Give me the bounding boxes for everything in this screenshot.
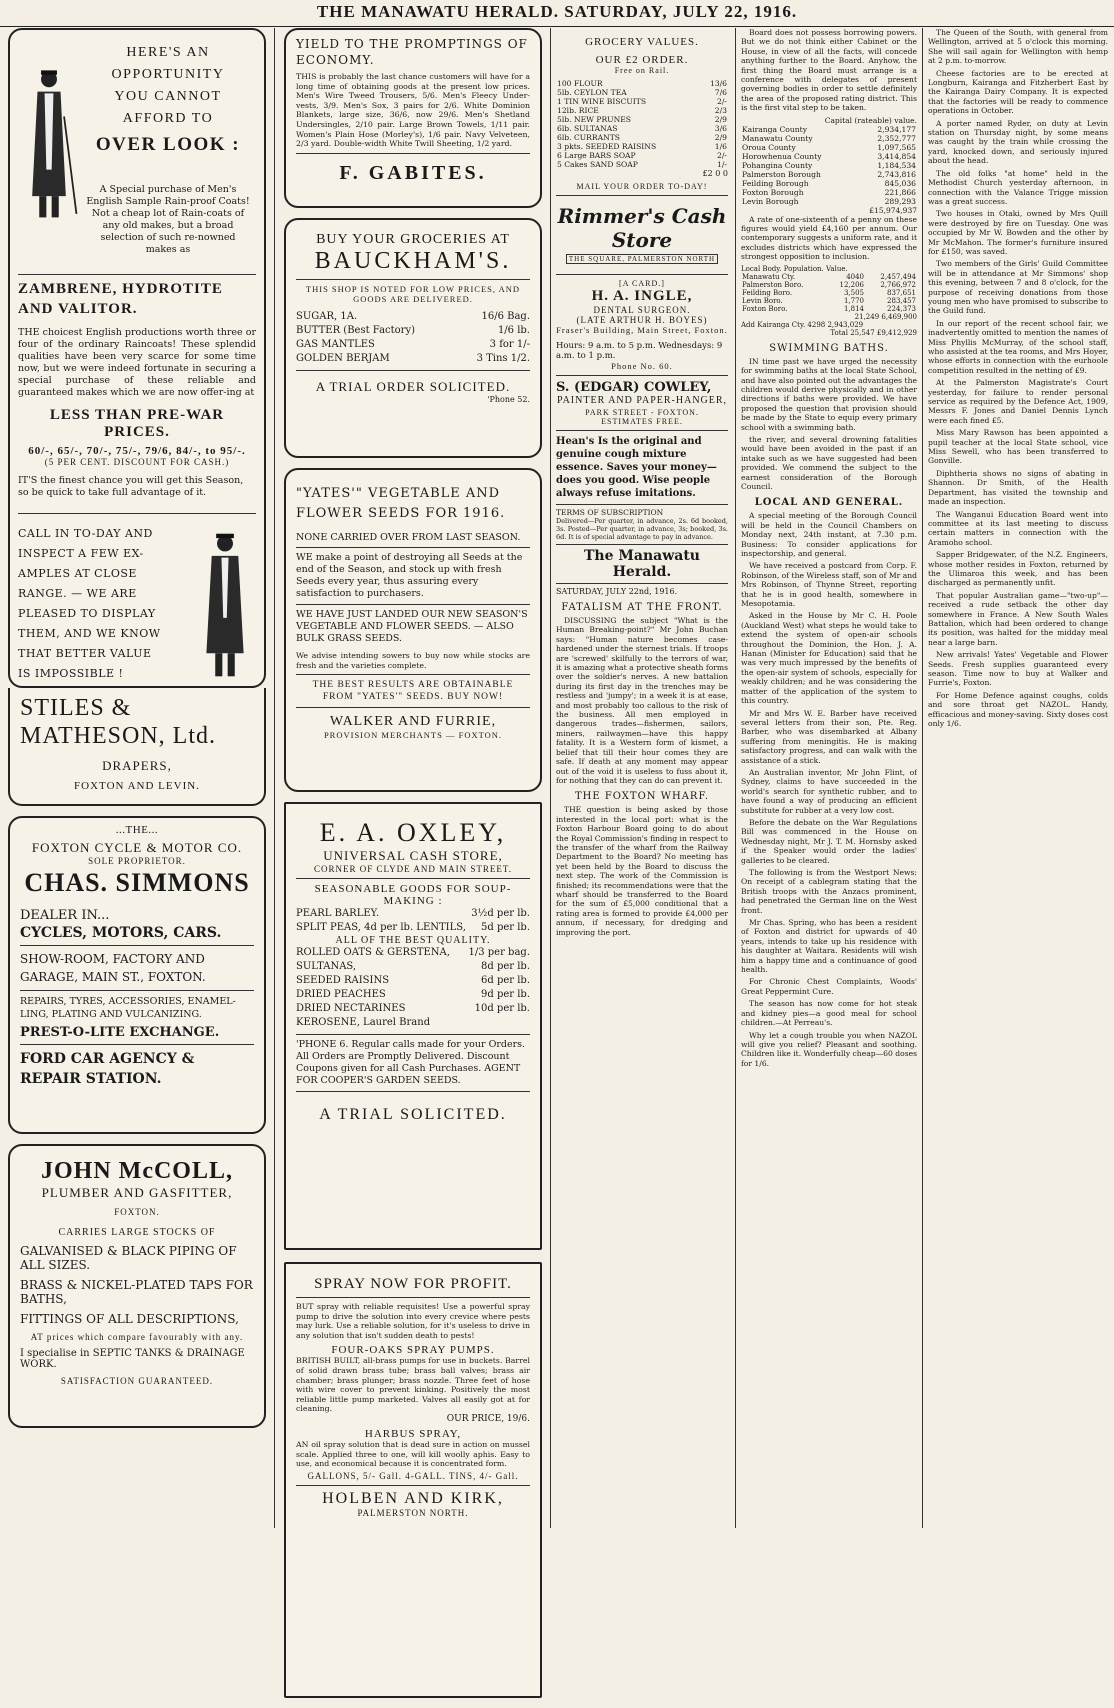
table-sum: Add Kairanga Cty. 4298 2,943,029 (741, 320, 864, 329)
paper-nameplate: The Manawatu Herald. (556, 545, 728, 584)
terms-body: Delivered—Per quarter, in advance, 2s. 6d booked, 3s. Posted—Per quarter, in advance, 3s; booked, 3s. 6d. It is of special advantage to pay in advance. (556, 517, 728, 541)
ad-line: GALVANISED & BLACK PIPING OF ALL SIZES. (20, 1244, 237, 1272)
plumber-name: JOHN McCOLL, (41, 1158, 233, 1184)
column-5 (928, 28, 1108, 1528)
ad-note: Free on Rail. (614, 66, 670, 75)
firm-place: PALMERSTON NORTH. (357, 1507, 469, 1518)
exchange: PREST-O-LITE EXCHANGE. (20, 1025, 220, 1040)
column-3 (556, 28, 728, 940)
ad-line: THEM, AND WE KNOW (18, 627, 161, 640)
ad-gabites (284, 28, 542, 208)
price-row: BUTTER (Best Factory) 1/6 lb. (296, 325, 530, 336)
ad-note: 'PHONE 6. Regular calls made for your Orders. All Orders are Promptly Delivered. Discount Coupons given for all Cash Purchases. AGENT FOR COOPER'S GARDEN SEEDS. (296, 1039, 526, 1086)
ad-body: BUT spray with reliable requisites! Use a powerful spray pump to drive the solution into every crevice where pests may lurk. Use a reliable solution, for it's useless to drive in any solution that isn't sudden death to pests! (296, 1302, 530, 1340)
ad-line: CARRIES LARGE STOCKS OF (58, 1227, 216, 1238)
ad-line: INSPECT A FEW EX- (18, 547, 144, 560)
ad-line: Fraser's Building, Main Street, Foxton. (556, 325, 728, 335)
dealer-label: DEALER IN... (20, 908, 110, 923)
table-row: Feilding Borough 845,036 (742, 178, 916, 188)
price-row: PEARL BARLEY. 3½d per lb. (296, 908, 530, 919)
price-row: SULTANAS, 8d per lb. (296, 961, 530, 972)
headline-line: HERE'S AN (126, 45, 210, 60)
store-name: UNIVERSAL CASH STORE, (323, 848, 503, 863)
prop-label: SOLE PROPRIETOR. (88, 856, 186, 866)
painter-name: S. (EDGAR) COWLEY, (556, 380, 712, 395)
phone: 'Phone 52. (487, 395, 530, 404)
table-row: Levin Borough 289,293 (742, 196, 916, 206)
ad-closing: IT'S the finest chance you will get this Season, so be quick to take full advantage of it. (18, 475, 244, 498)
ad-line: THAT BETTER VALUE (18, 647, 152, 660)
ad-john-mccoll (8, 1144, 266, 1428)
ad-line: I specialise in SEPTIC TANKS & DRAINAGE WORK. (20, 1348, 245, 1370)
ad-subtitle: OUR £2 ORDER. (595, 54, 689, 66)
price-line: GALLONS, 5/- Gall. 4-GALL. TINS, 4/- Gall. (307, 1470, 519, 1481)
mail-order: MAIL YOUR ORDER TO-DAY! (576, 182, 708, 191)
showroom: SHOW-ROOM, FACTORY AND GARAGE, MAIN ST., FOXTON. (20, 952, 206, 984)
column-rule (550, 28, 551, 1528)
rimmers-logo: Rimmer's Cash Store (557, 204, 727, 252)
section-heading: THE FOXTON WHARF. (574, 791, 710, 803)
ad-stiles-matheson (8, 688, 266, 806)
table-title: Capital (rateable) value. (824, 115, 917, 125)
firm-name: E. A. OXLEY, (319, 818, 507, 847)
ad-line: ...THE... (115, 824, 159, 836)
article-body: IN time past we have urged the necessity for swimming baths at the local State School, and have also pointed out the advantages the children would derive physically and in other directions if baths were provided. We have proposed the question that provision should be made by the State to equip every primary school with a swimming bath. (741, 356, 917, 432)
table-row: Feilding Boro. 3,505 837,651 (742, 288, 916, 297)
trial-solicited: A TRIAL SOLICITED. (319, 1106, 507, 1123)
table-row: 5lb. CEYLON TEA 7/6 (557, 88, 727, 97)
table-row: 1 TIN WINE BISCUITS 2/- (557, 97, 727, 106)
table-row: Manawatu County 2,352,777 (742, 133, 916, 143)
ad-line: Hours: 9 a.m. to 5 p.m. Wednesdays: 9 a.m. to 1 p.m. (556, 341, 723, 361)
section-heading: LOCAL AND GENERAL. (754, 497, 904, 509)
price-row: SUGAR, 1A. 16/6 Bag. (296, 311, 530, 322)
price-row: GAS MANTLES 3 for 1/- (296, 339, 530, 350)
price-row: KEROSENE, Laurel Brand (296, 1017, 431, 1028)
ad-title: ZAMBRENE, HYDROTITE AND VALITOR. (18, 281, 223, 317)
grocery-table (556, 79, 728, 169)
ad-subtitle: HARBUS SPRAY, (364, 1427, 462, 1440)
table-row: Palmerston Borough 2,743,816 (742, 169, 916, 179)
ad-line: AMPLES AT CLOSE (18, 567, 137, 580)
table-header: Local Body. Population. Value. (741, 264, 848, 273)
firm-name: HOLBEN AND KIRK, (322, 1489, 504, 1507)
ad-body: WE HAVE JUST LANDED OUR NEW SEASON'S VEGETABLE AND FLOWER SEEDS. — ALSO BULK GRASS SEEDS. (296, 609, 528, 644)
ad-body: A Special purchase of Men's English Sample Rain-proof Coats! Not a cheap lot of Rain-coats of any old makes, but a broad selection of such re-nowned makes as (86, 184, 250, 255)
ad-body: We advise intending sowers to buy now while stocks are fresh and the varieties complete. (296, 651, 530, 670)
price-list: 60/-, 65/-, 70/-, 75/-, 79/6, 84/-, to 95/-. (28, 445, 246, 457)
rating-table (741, 125, 917, 206)
plumber-trade: PLUMBER AND GASFITTER, (41, 1185, 233, 1200)
table-row: 6lb. CURRANTS 2/9 (557, 133, 727, 142)
column-1 (8, 28, 266, 1438)
ad-line: AT prices which compare favourably with any. (30, 1332, 244, 1342)
table-row: Horowhenua County 3,414,854 (742, 151, 916, 161)
ad-body: THE BEST RESULTS ARE OBTAINABLE FROM "YATES'" SEEDS. BUY NOW! (312, 680, 514, 703)
grocery-total: £2 0 0 (702, 169, 728, 178)
ad-line: PLEASED TO DISPLAY (18, 607, 156, 620)
ad-line: BRASS & NICKEL-PLATED TAPS FOR BATHS, (20, 1278, 253, 1306)
ad-line: Phone No. 60. (611, 361, 673, 371)
firm-name: WALKER AND FURRIE, (329, 714, 497, 730)
firm-trade: DRAPERS, (102, 758, 172, 773)
man-figure-illustration (18, 38, 80, 248)
ad-spray (284, 1262, 542, 1698)
price-row: ROLLED OATS & GERSTENA, 1/3 per bag. (296, 947, 530, 958)
headline-line: YOU CANNOT (114, 89, 222, 104)
ad-line: IS IMPOSSIBLE ! (18, 667, 124, 680)
ad-line: ESTIMATES FREE. (601, 417, 683, 426)
article-body: THE question is being asked by those interested in the local port: what is the Foxton Harbour Board going to do about the Royal Commission's finding in respect to the transfer of the wharf from the Railway Department to the Board? No meeting has yet been held by the Board to discuss the next step. The work of the Commission is finished; its recommendations were that the wharf should be transferred to the Board for the sum of £5,000 conditional that a rating area is formed to provide £4,000 per annum, if necessary, for dredging and improving the port. (556, 805, 728, 937)
terms-box (556, 505, 728, 545)
rimmers-address: THE SQUARE, PALMERSTON NORTH (566, 254, 718, 264)
man-figure-illustration (194, 524, 256, 688)
proprietor-name: CHAS. SIMMONS (24, 868, 250, 897)
article-body: the river, and several drowning fatalities would have been avoided in the past if an intake such as we have suggested had been provided. We commend the subject to the earnest consideration of the Borough Council. (741, 434, 917, 491)
population-table (741, 273, 917, 313)
price-line: OUR PRICE, 19/6. (446, 1413, 530, 1424)
table-row: Foxton Borough 221,866 (742, 187, 916, 197)
ad-title: "YATES'" VEGETABLE AND FLOWER SEEDS FOR 1916. (296, 486, 506, 521)
repairs: REPAIRS, TYRES, ACCESSORIES, ENAMEL-LING, PLATING AND VULCANIZING. (20, 996, 236, 1020)
ad-body: THIS is probably the last chance customers will have for a long time of obtaining goods at the present low prices. Men's Wire Tweed Trousers, 5/6. Men's Fleecy Under-vests, 3/9. Men's Sox, 3 pairs for 2/6. White Dominion Blankets, large size, 36/6, now 29/6. Men's Shetland Undersingles, 2/10 pair. Large Brown Towels, 1/11 pair. Women's Plain Hose (Morley's), 1/6 pair. Navy Velveteen, 2/3 yard. Double-width White Twill Sheeting, 1/2 yard. (296, 72, 530, 149)
ad-ingle (556, 275, 728, 376)
table-row: 3 pkts. SEEDED RAISINS 1/6 (557, 142, 727, 151)
headline-line: AFFORD TO (122, 111, 214, 126)
column-2 (284, 28, 542, 1708)
ad-oxley (284, 802, 542, 1250)
ad-subtitle: FOUR-OAKS SPRAY PUMPS. (331, 1344, 495, 1357)
dentist-name: H. A. INGLE, (591, 288, 693, 304)
ad-bauckham (284, 218, 542, 458)
paper-date: SATURDAY, JULY 22nd, 1916. (556, 587, 678, 596)
ad-line: PAINTER AND PAPER-HANGER, (556, 395, 728, 406)
ad-note: THIS SHOP IS NOTED FOR LOW PRICES, AND GOODS ARE DELIVERED. (305, 284, 521, 304)
table-row: 6 Large BARS SOAP 2/- (557, 151, 727, 160)
firm-name: BAUCKHAM'S. (314, 248, 512, 274)
ad-line: SATISFACTION GUARANTEED. (60, 1376, 214, 1386)
plumber-place: FOXTON. (114, 1207, 160, 1217)
table-total: Total 25,547 £9,412,929 (830, 328, 917, 337)
ad-title: GROCERY VALUES. (585, 36, 699, 48)
terms-title: TERMS OF SUBSCRIPTION (556, 508, 664, 517)
table-row: 12lb. RICE 2/3 (557, 106, 727, 115)
firm-place: FOXTON AND LEVIN. (74, 780, 200, 792)
store-address: CORNER OF CLYDE AND MAIN STREET. (314, 864, 512, 874)
ad-line: CALL IN TO-DAY AND (18, 527, 153, 540)
ad-line: DENTAL SURGEON. (593, 305, 691, 315)
article-body: Board does not possess borrowing powers. But we do not think either Cabinet or the House, in view of all the facts, will concede anything further to the Board. Anyhow, the first thing the Board must arrange is a conference with delegates of present governing bodies in order to settle definitely the area of the proposed rating district. This is the first vital step to be taken. (741, 28, 917, 113)
table-row: Foxton Boro. 1,814 224,373 (742, 304, 916, 313)
article-body: DISCUSSING the subject "What is the Human Breaking-point?" Mr John Buchan says: "Human nature becomes case-hardened under the sternest trials. If troops are 'screwed' skilfully to the terrors of war, it is amazing what a protective sheath forms over the soldier's nerves. A new battalion during its first day in the trenches may be restless and 'jumpy'; in a week it is at ease, and most probably too callous to the risk of the business. All men employed in dangerous trades—fishermen, sailors, miners, railwaymen—have this happy fatality. It is a Western form of kismet, a belief that till their hour comes they are safe. If death at any moment may appear out of the void it is useless to fuss about it, for nothing that they can do can prevent it. (556, 616, 728, 785)
discount-note: (5 PER CENT. DISCOUNT FOR CASH.) (44, 457, 230, 467)
price-row: DRIED PEACHES 9d per lb. (296, 989, 530, 1000)
table-row: Oroua County 1,097,565 (742, 142, 916, 152)
price-row: SPLIT PEAS, 4d per lb. LENTILS, 5d per lb. (296, 922, 530, 933)
section-heading: SWIMMING BATHS. (769, 342, 889, 354)
table-row: Palmerston Boro. 12,206 2,766,972 (742, 280, 916, 289)
quality-line: ALL OF THE BEST QUALITY. (335, 935, 491, 946)
column-4 (741, 28, 917, 1071)
ad-line: FITTINGS OF ALL DESCRIPTIONS, (20, 1312, 239, 1326)
headline-line: OPPORTUNITY (111, 67, 225, 82)
table-row: Pohangina County 1,184,534 (742, 160, 916, 170)
ad-chas-simmons (8, 816, 266, 1134)
prices-title: LESS THAN PRE-WAR PRICES. (49, 407, 225, 440)
column-rule (274, 28, 275, 1528)
ford-agency: FORD CAR AGENCY & REPAIR STATION. (20, 1051, 195, 1087)
table-row: Manawatu Cty. 4040 2,457,494 (742, 272, 916, 281)
masthead: THE MANAWATU HERALD. SATURDAY, JULY 22, 1916. (0, 0, 1114, 27)
ad-line: RANGE. — WE ARE (18, 587, 137, 600)
trial-order: A TRIAL ORDER SOLICITED. (315, 379, 511, 394)
ad-line: NONE CARRIED OVER FROM LAST SEASON. (296, 532, 521, 543)
price-row: DRIED NECTARINES 10d per lb. (296, 1003, 530, 1014)
ad-body: AN oil spray solution that is dead sure in action on mussel scale. Applied three to one, will kill woolly aphis. Easy to use, and economical because it is concentrated form. (296, 1439, 530, 1469)
table-row: Kairanga County 2,934,177 (742, 124, 916, 134)
article-body: A rate of one-sixteenth of a penny on these figures would yield £4,160 per annum. Our contemporary suggests a uniform rate, and it excludes districts which have expressed the strongest opposition to inclusion. (741, 214, 917, 262)
card-label: [A CARD.] (619, 279, 665, 288)
ad-line: PARK STREET - FOXTON. (585, 408, 699, 417)
ad-title: SPRAY NOW FOR PROFIT. (314, 1276, 512, 1292)
dealer-goods: CYCLES, MOTORS, CARS. (20, 925, 222, 941)
ad-body: BRITISH BUILT, all-brass pumps for use in buckets. Barrel of solid drawn brass tube; brass ball valves; brass air chamber; brass plunger; brass nozzle. Three feet of hose with wire cover to prevent kinking. Positively the most reliable little pump marketed. Valves all easily got at for cleaning. (296, 1356, 530, 1414)
ad-title: BUY YOUR GROCERIES AT (316, 232, 510, 247)
ad-cowley (556, 376, 728, 431)
ad-title: YIELD TO THE PROMPTINGS OF ECONOMY. (296, 37, 528, 67)
section-heading: FATALISM AT THE FRONT. (561, 602, 723, 613)
ad-yates-seeds (284, 468, 542, 792)
ad-body: THE choicest English productions worth three or four of the ordinary Raincoats! These splendid qualities have been very scarce for some time now, but we were indeed fortunate in securing a special purchase of these reliable and guaranteed makes which we are now offer-ing at (18, 327, 256, 398)
column-rule (922, 28, 923, 1528)
ad-line: (LATE ARTHUR H. BOYES) (576, 315, 708, 325)
ad-grocery-values (556, 36, 728, 196)
table-row: Levin Boro. 1,770 283,457 (742, 296, 916, 305)
company-name: FOXTON CYCLE & MOTOR CO. (31, 840, 243, 855)
table-sum: 21,249 6,469,900 (854, 312, 917, 321)
headline-line: OVER LOOK : (95, 134, 241, 155)
table-total: £15,974,937 (869, 205, 917, 215)
table-row: 100 FLOUR 13/6 (557, 79, 727, 88)
local-general-body: A special meeting of the Borough Council will be held in the Council Chambers on Monday next, 24th instant, at 7.30 p.m. Business: To consider applications for inspectorship, and general. We have received a postcard from Corp. F. Robinson, of the Wireless staff, son of Mr and Mrs Robinson, of Thynne Street, reporting that he is in good health, somewhere in Mesopotamia. Asked in the House by Mr C. H. Poole (Auckland West) what steps he would take to extend the system of open-air schools throughout the Dominion, the Hon. J. A. Hanan (Minister for Education) said that he was very much impressed by the benefits of the open-air system of schools, especially for weakly children; and he was considering the matter of the application of the system to this country. Mr and Mrs W. E. Barber have received several letters from their son, Pte. Reg. Barber, who was disembarked at Albany suffering from meningitis. He is making satisfactory progress, and can walk with the assistance of a stick. An Australian inventor, Mr John Flint, of Sydney, claims to have succeeded in the world's search for synthetic rubber, and to have found a way of producing an efficient substitute for rubber at a very low cost. Before the debate on the War Regulations Bill was commenced in the House on Wednesday night, Mr J. T. M. Hornsby asked if the Speaker would order the ladies' galleries to be cleared. The following is from the Westport News: On receipt of a cablegram stating that the British troops with the Anzacs prominent, had penetrated the German line on the West front. Mr Chas. Spring, who has been a resident of Foxton and district for upwards of 40 years, intends to take up his residence with his daughter at Waitara. Residents will wish him a happy time and a continuance of good health. For Chronic Chest Complaints, Woods' Great Peppermint Cure. The season has now come for hot steak and kidney pies—a good meal for school children.—At Perreau's. Why let a cough trouble you when NAZOL will give you relief? Pleasant and soothing. Children like it. Wonderfully cheap—60 doses for 1/6. (741, 511, 917, 1068)
ad-rimmers (556, 196, 728, 275)
price-row: SEEDED RAISINS 6d per lb. (296, 975, 530, 986)
ad-hean: Hean's Is the original and genuine cough mixture essence. Saves your money—does you good. Wise people always refuse imitations. (556, 431, 728, 505)
news-body: The Queen of the South, with general from Wellington, arrived at 5 o'clock this morning. She will sail again for Wellington with hemp at 2 p.m. to-morrow. Cheese factories are to be erected at Longburn, Kairanga and Fitzherbert East by the Kairanga Dairy Company. It is expected that the factories will be ready to commence operations in October. A porter named Ryder, on duty at Levin station on Thursday night, by some means was caught by the train while crossing the yard, knocked down, and seriously injured about the head. The old folks "at home" held in the Methodist Church yesterday afternoon, in connection with the Valance Trigge mission was a great success. Two houses in Otaki, owned by Mrs Quill were destroyed by fire on Tuesday. One was occupied by Mr W. Bowden and the other by Mr McMahon. The former's furniture insured for £150, was saved. Two members of the Girls' Guild Committee will be in attendance at Mr Simmons' shop this evening, between 7 and 8 o'clock, for the purpose of receiving donations from those young men who have promised to subscribe to the Guild fund. In our report of the recent school fair, we inadvertently omitted to mention the names of Miss Phyllis McMurray, of the school staff, who assisted at the tea rooms, and Mrs Hoyer, whose efforts in connection with the eurhoole competition resulted in the netting of £9. At the Palmerston Magistrate's Court yesterday, for failure to render personal service as required by the Defence Act, 1909, Messrs F. Jones and Daniel Dennis Lynch were each fined £5. Miss Mary Rawson has been appointed a pupil teacher at the local State school, vice Miss Sewell, who has been transferred to Gonville. Diphtheria shows no signs of abating in Shannon. Dr Smith, of the Health Department, has visited the township and made an inspection. The Wanganui Education Board went into committee at its last meeting to discuss certain matters in connection with the Aramoho school. Sapper Bridgewater, of the N.Z. Engineers, whose mother resides in Foxton, returned by the Ulimaroa this week, and has been discharged as permanently unfit. That popular Australian game—"two-up"—received a rude setback the other day somewhere in France. A New South Wales Battalion, which had been ordered to change its position, was halted for the midday meal near a large barn. New arrivals! Yates' Vegetable and Flower Seeds. Fresh supplies guaranteed every season. Time now to buy at Walker and Furrie's, Foxton. For Home Defence against coughs, colds and sore throat get NAZOL. Handy, efficacious and money-saving. Sixty doses cost only 1/6. (928, 28, 1108, 729)
table-row: 5 Cakes SAND SOAP 1/- (557, 160, 727, 169)
column-rule (735, 28, 736, 1528)
season-title: SEASONABLE GOODS FOR SOUP-MAKING : (314, 883, 512, 907)
ad-body: WE make a point of destroying all Seeds at the end of the Season, and stock up with fresh Seeds every year, thus assuring every satisfaction to purchasers. (296, 552, 523, 599)
ad-raincoats (8, 28, 266, 688)
firm-name: F. GABITES. (339, 161, 487, 184)
table-row: 6lb. SULTANAS 3/6 (557, 124, 727, 133)
firm-sub: PROVISION MERCHANTS — FOXTON. (323, 730, 503, 741)
table-row: 5lb. NEW PRUNES 2/9 (557, 115, 727, 124)
firm-name: STILES & MATHESON, Ltd. (20, 695, 217, 749)
price-row: GOLDEN BERJAM 3 Tins 1/2. (296, 353, 530, 364)
